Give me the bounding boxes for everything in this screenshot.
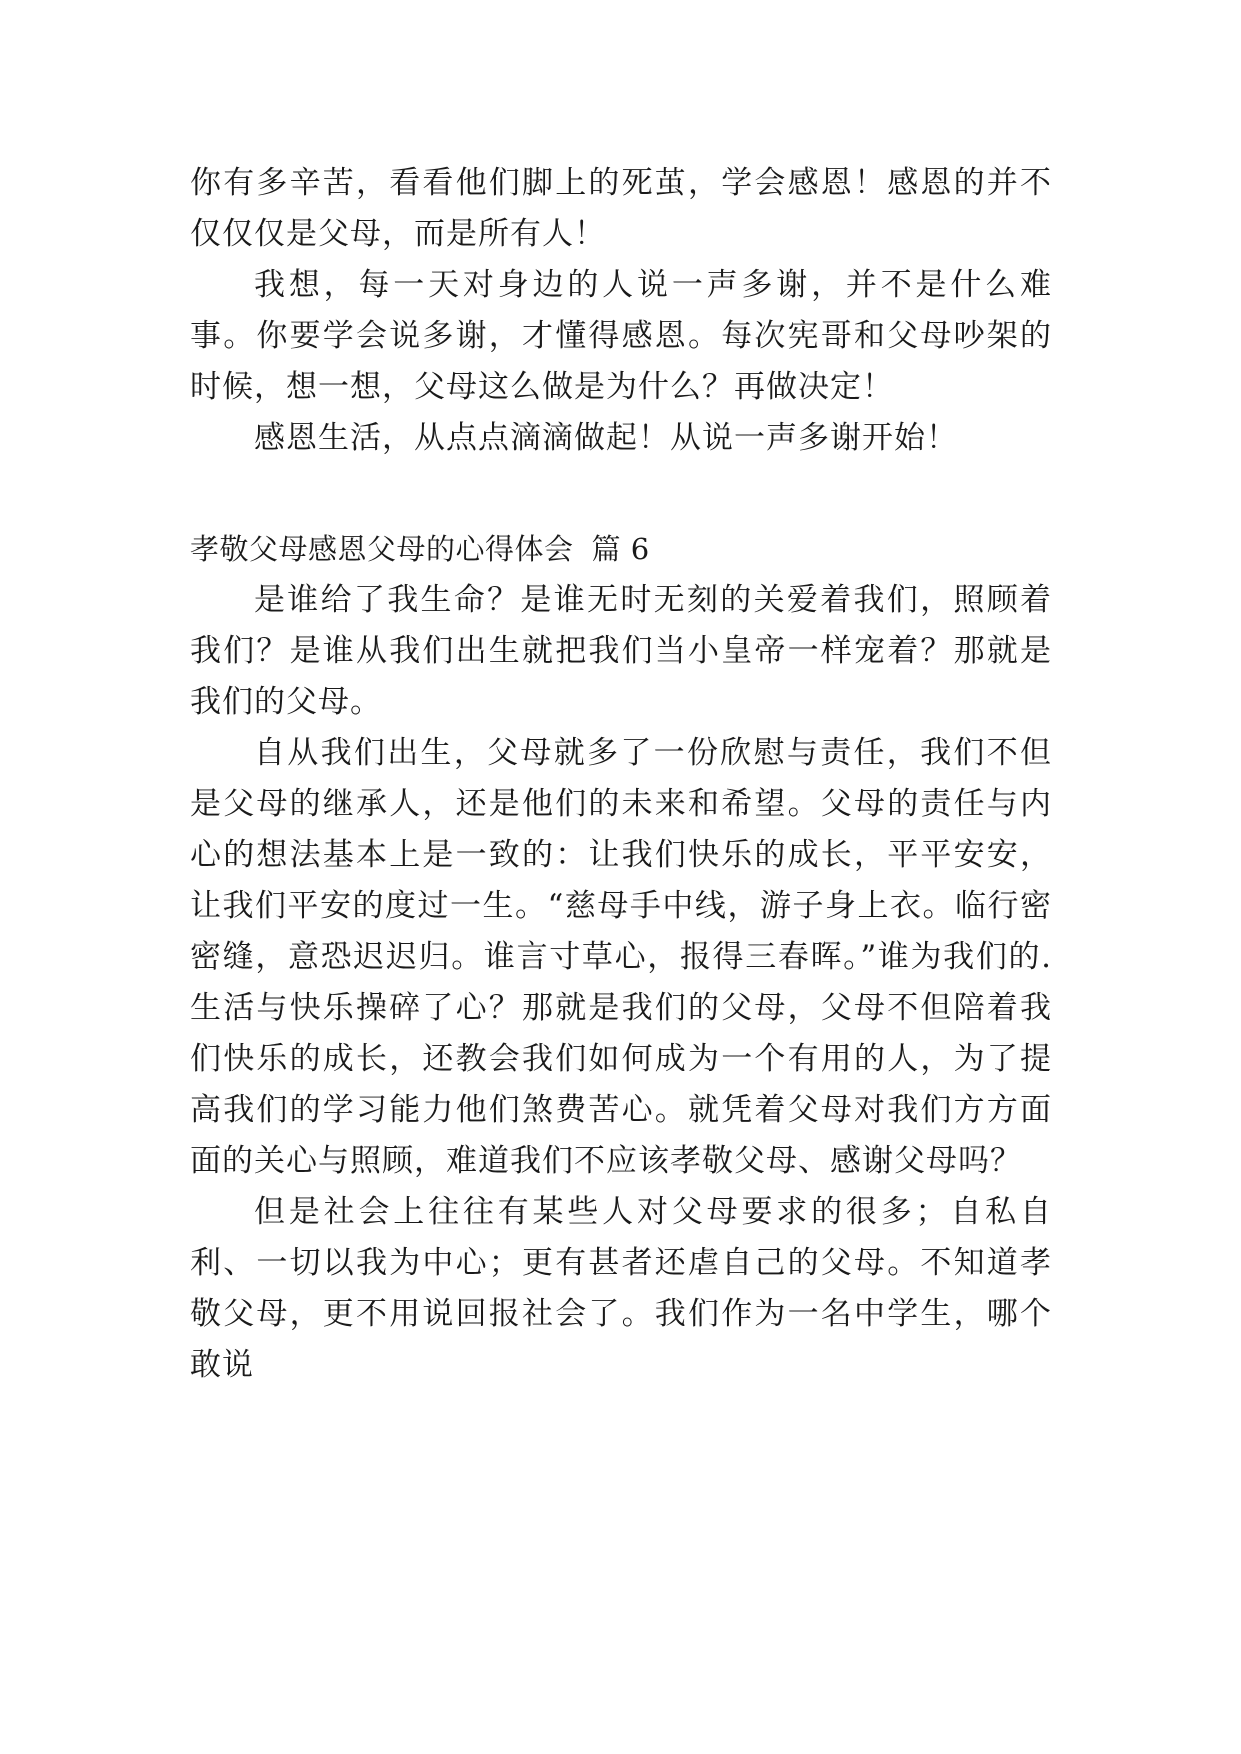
paragraph-4: 是谁给了我生命？是谁无时无刻的关爱着我们，照顾着我们？是谁从我们出生就把我们当小皇帝一样宠着？那就是我们的父母。	[190, 582, 1052, 720]
paragraph-1: 你有多辛苦，看看他们脚上的死茧，学会感恩！感恩的并不仅仅仅是父母，而是所有人！	[190, 165, 1052, 252]
section-number: 篇 6	[591, 532, 650, 566]
document-body	[190, 158, 1052, 1391]
paragraph-5: 自从我们出生，父母就多了一份欣慰与责任，我们不但是父母的继承人，还是他们的未来和希望。父母的责任与内心的想法基本上是一致的：让我们快乐的成长，平平安安，让我们平安的度过一生。“慈母手中线，游子身上衣。临行密密缝，意恐迟迟归。谁言寸草心，报得三春晖。”谁为我们的. 生活与快乐操碎了心？那就是我们的父母，父母不但陪着我们快乐的成长，还教会我们如何成为一个有用的人，为了提高我们的学习能力他们煞费苦心。就凭着父母对我们方方面面的关心与照顾，难道我们不应该孝敬父母、感谢父母吗？	[190, 735, 1052, 1179]
paragraph-2: 我想，每一天对身边的人说一声多谢，并不是什么难事。你要学会说多谢，才懂得感恩。每次宪哥和父母吵架的时候，想一想，父母这么做是为什么？再做决定！	[190, 267, 1052, 405]
section-heading	[190, 524, 1052, 575]
paragraph-3: 感恩生活，从点点滴滴做起！从说一声多谢开始！	[254, 420, 958, 456]
paragraph-6: 但是社会上往往有某些人对父母要求的很多；自私自利、一切以我为中心；更有甚者还虐自己的父母。不知道孝敬父母，更不用说回报社会了。我们作为一名中学生，哪个敢说	[190, 1194, 1052, 1383]
section-title: 孝敬父母感恩父母的心得体会	[190, 532, 574, 566]
